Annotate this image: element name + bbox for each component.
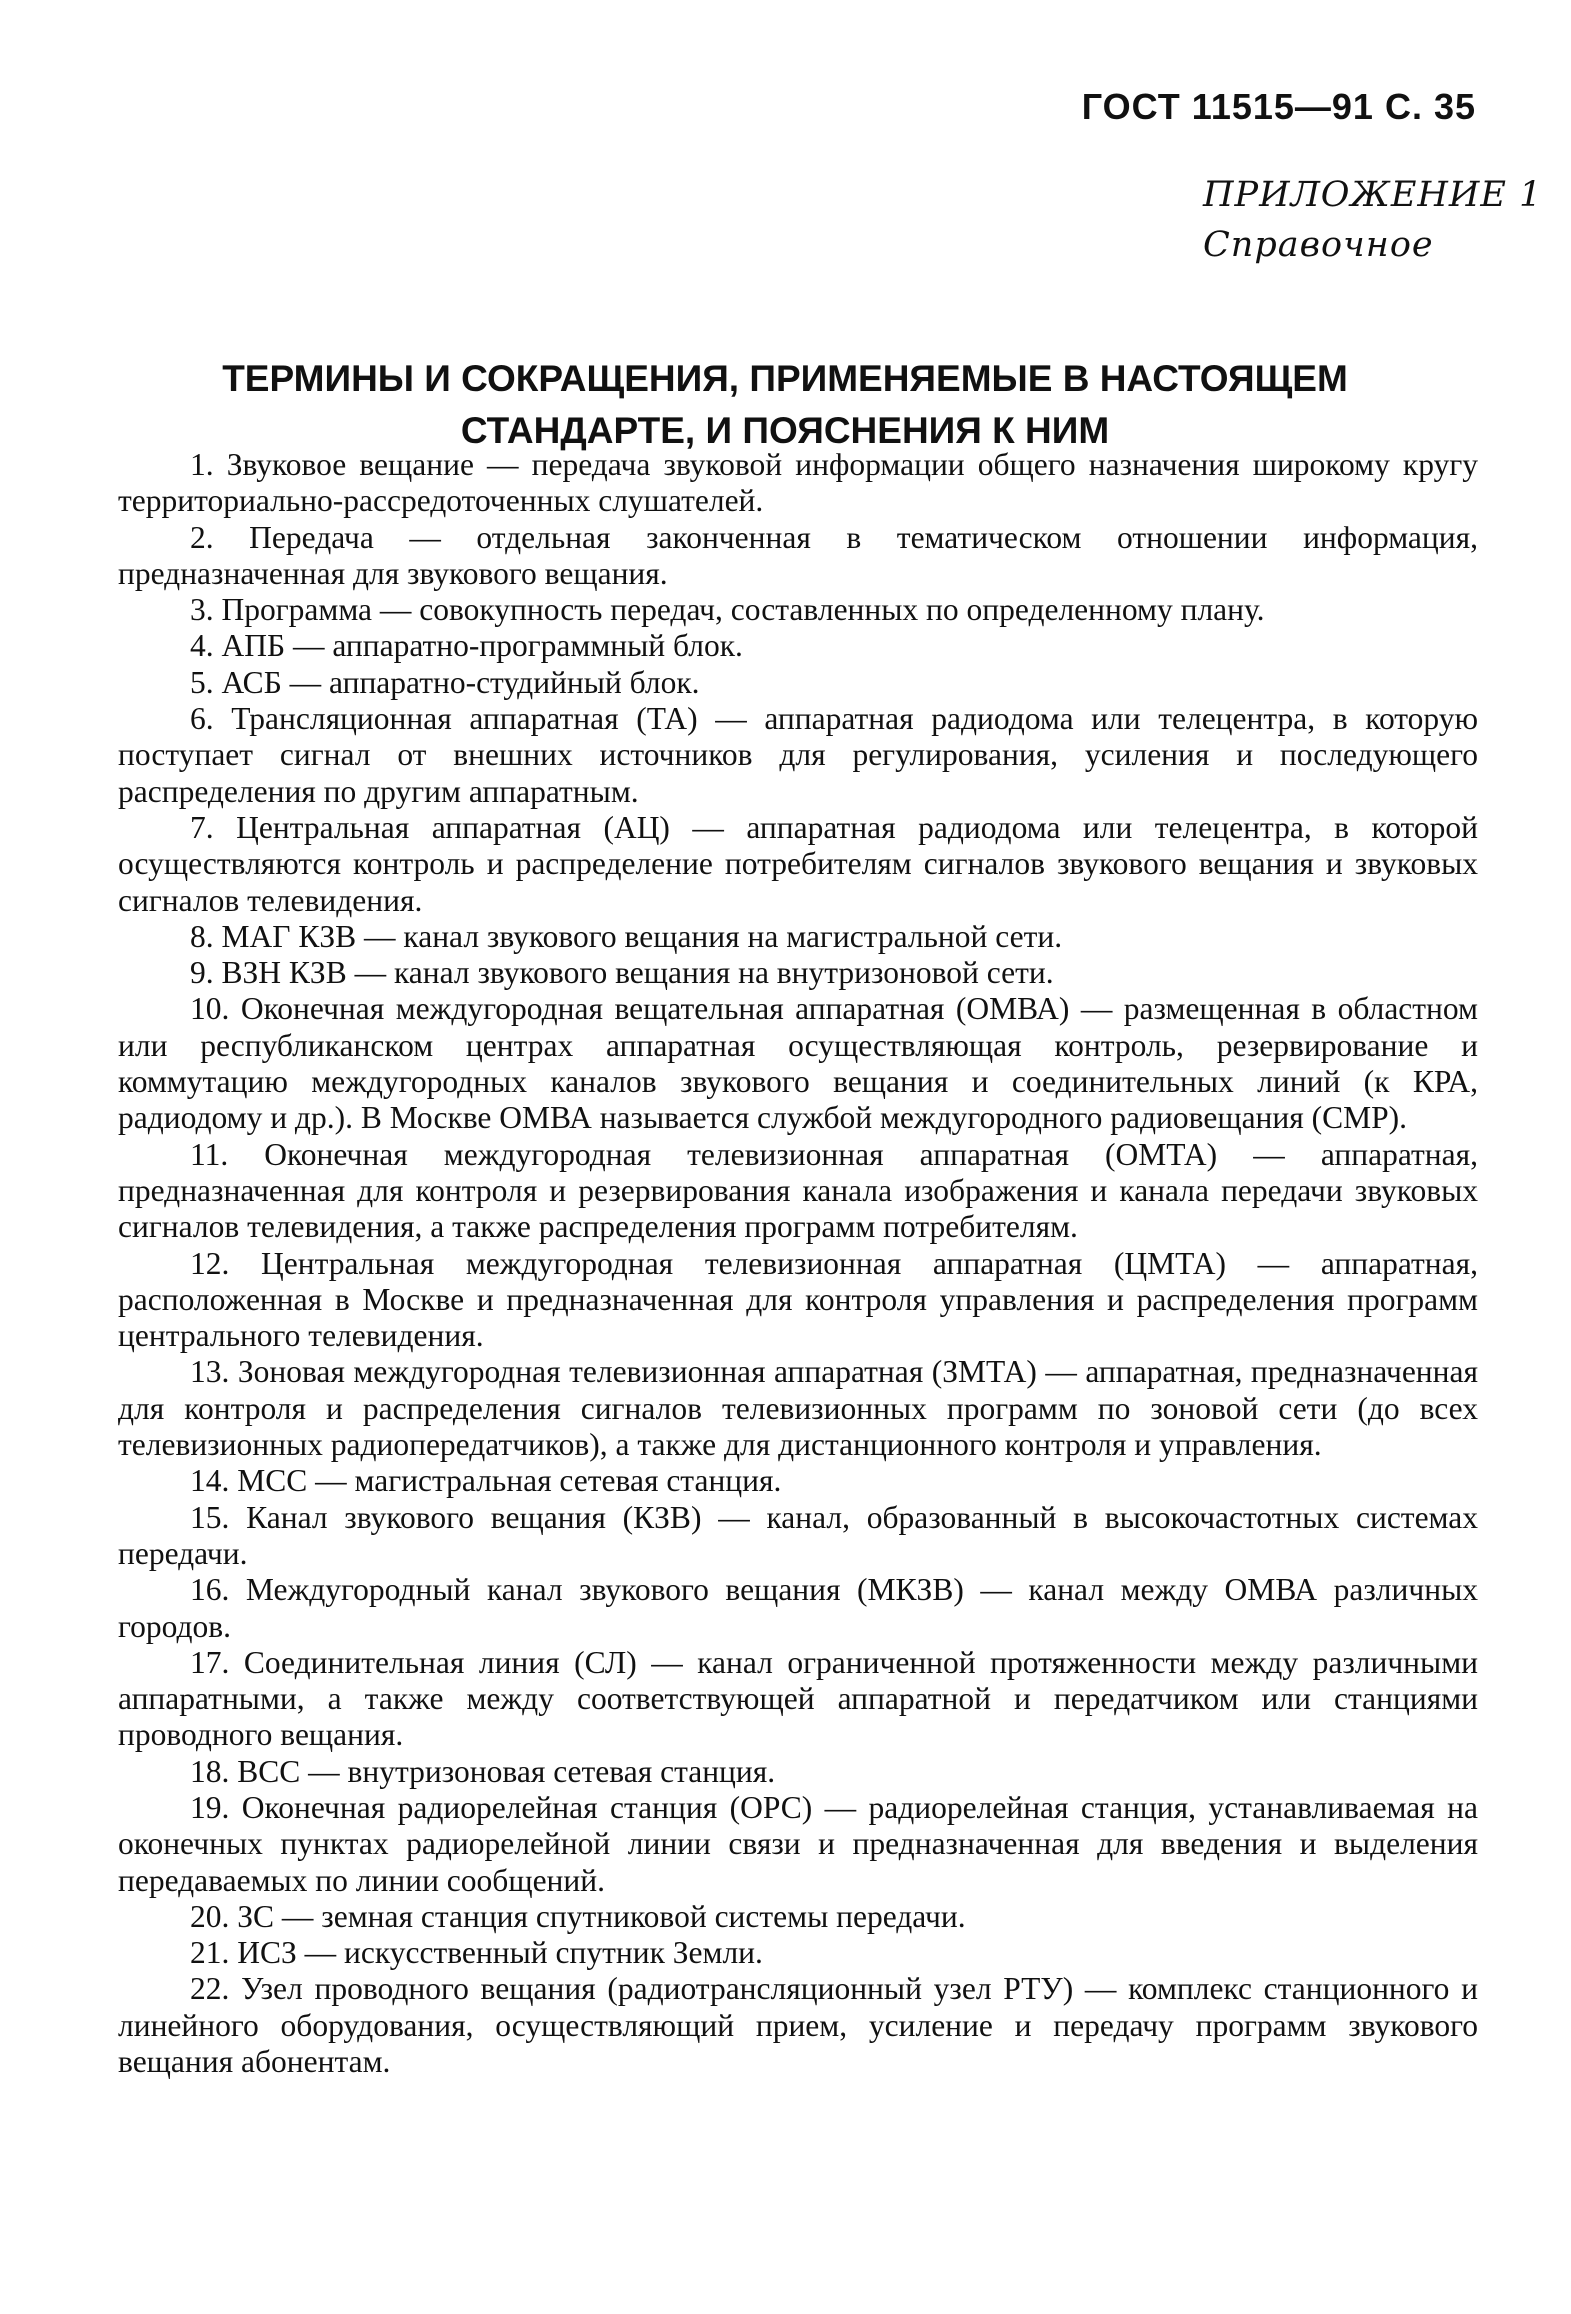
section-title-line-1: ТЕРМИНЫ И СОКРАЩЕНИЯ, ПРИМЕНЯЕМЫЕ В НАСТОЯЩЕМ [222,358,1348,399]
appendix-block [1203,170,1542,270]
term-item: 21. ИСЗ — искусственный спутник Земли. [190,1935,763,1971]
term-item: 12. Центральная междугородная телевизионная аппаратная (ЦМТА) — аппаратная, расположенная в Москве и предназначенная для контроля управления и распределения программ центрального телевидения. [118,1245,1478,1354]
term-item: 2. Передача — отдельная законченная в тематическом отношении информация, предназначенная для звукового вещания. [118,519,1478,591]
term-item: 6. Трансляционная аппаратная (ТА) — аппаратная радиодома или телецентра, в которую поступает сигнал от внешних источников для регулирования, усиления и последующего распределения по другим аппаратным. [118,701,1478,809]
term-item: 19. Оконечная радиорелейная станция (ОРС) — радиорелейная станция, устанавливаемая на оконечных пунктах радиорелейной линии связи и предназначенная для введения и выделения передаваемых по линии сообщений. [118,1789,1478,1898]
terms-list [118,447,1478,2080]
term-item: 17. Соединительная линия (СЛ) — канал ограниченной протяженности между различными аппаратными, а также между соответствующей аппаратной и передатчиком или станциями проводного вещания. [118,1644,1478,1753]
term-item: 7. Центральная аппаратная (АЦ) — аппаратная радиодома или телецентра, в которой осуществляются контроль и распределение потребителям сигналов звукового вещания и звуковых сигналов телевидения. [118,809,1478,918]
term-item: 9. ВЗН КЗВ — канал звукового вещания на внутризоновой сети. [190,955,1054,991]
term-item: 20. ЗС — земная станция спутниковой системы передачи. [190,1898,966,1934]
section-title-line-2: СТАНДАРТЕ, И ПОЯСНЕНИЯ К НИМ [460,410,1110,451]
term-item: 1. Звуковое вещание — передача звуковой информации общего назначения широкому кругу территориально-рассредоточенных слушателей. [118,447,1478,519]
page-reference: ГОСТ 11515—91 С. 35 [1081,86,1476,127]
appendix-type: Справочное [1203,225,1434,265]
term-item: 14. МСС — магистральная сетевая станция. [190,1463,782,1499]
term-item: 10. Оконечная междугородная вещательная аппаратная (ОМВА) — размещенная в областном или республиканском центрах аппаратная осуществляющая контроль, резервирование и коммутацию междугородных каналов звукового вещания и соединительных линий (к КРА, радиодому и др.). В Москве ОМВА называется службой междугородного радиовещания (СМР). [118,991,1478,1136]
section-title [110,353,1460,457]
term-item: 5. АСБ — аппаратно-студийный блок. [190,664,700,700]
term-item: 11. Оконечная междугородная телевизионная аппаратная (ОМТА) — аппаратная, предназначенная для контроля и резервирования канала изображения и канала передачи звуковых сигналов телевидения, а также распределения программ потребителям. [118,1136,1478,1245]
term-item: 3. Программа — совокупность передач, составленных по определенному плану. [190,592,1265,628]
term-item: 18. ВСС — внутризоновая сетевая станция. [190,1753,776,1789]
term-item: 8. МАГ КЗВ — канал звукового вещания на магистральной сети. [190,918,1063,954]
appendix-label: ПРИЛОЖЕНИЕ 1 [1203,175,1543,215]
term-item: 16. Междугородный канал звукового вещания (МКЗВ) — канал между ОМВА различных городов. [118,1572,1478,1644]
term-item: 15. Канал звукового вещания (КЗВ) — канал, образованный в высокочастотных системах передачи. [118,1499,1478,1571]
term-item: 22. Узел проводного вещания (радиотрансляционный узел РТУ) — комплекс станционного и линейного оборудования, осуществляющий прием, усиление и передачу программ звукового вещания абонентам. [118,1971,1478,2080]
term-item: 4. АПБ — аппаратно-программный блок. [190,628,743,664]
term-item: 13. Зоновая междугородная телевизионная аппаратная (ЗМТА) — аппаратная, предназначенная для контроля и распределения сигналов телевизионных программ по зоновой сети (до всех телевизионных радиопередатчиков), а также для дистанционного контроля и управления. [118,1354,1478,1463]
